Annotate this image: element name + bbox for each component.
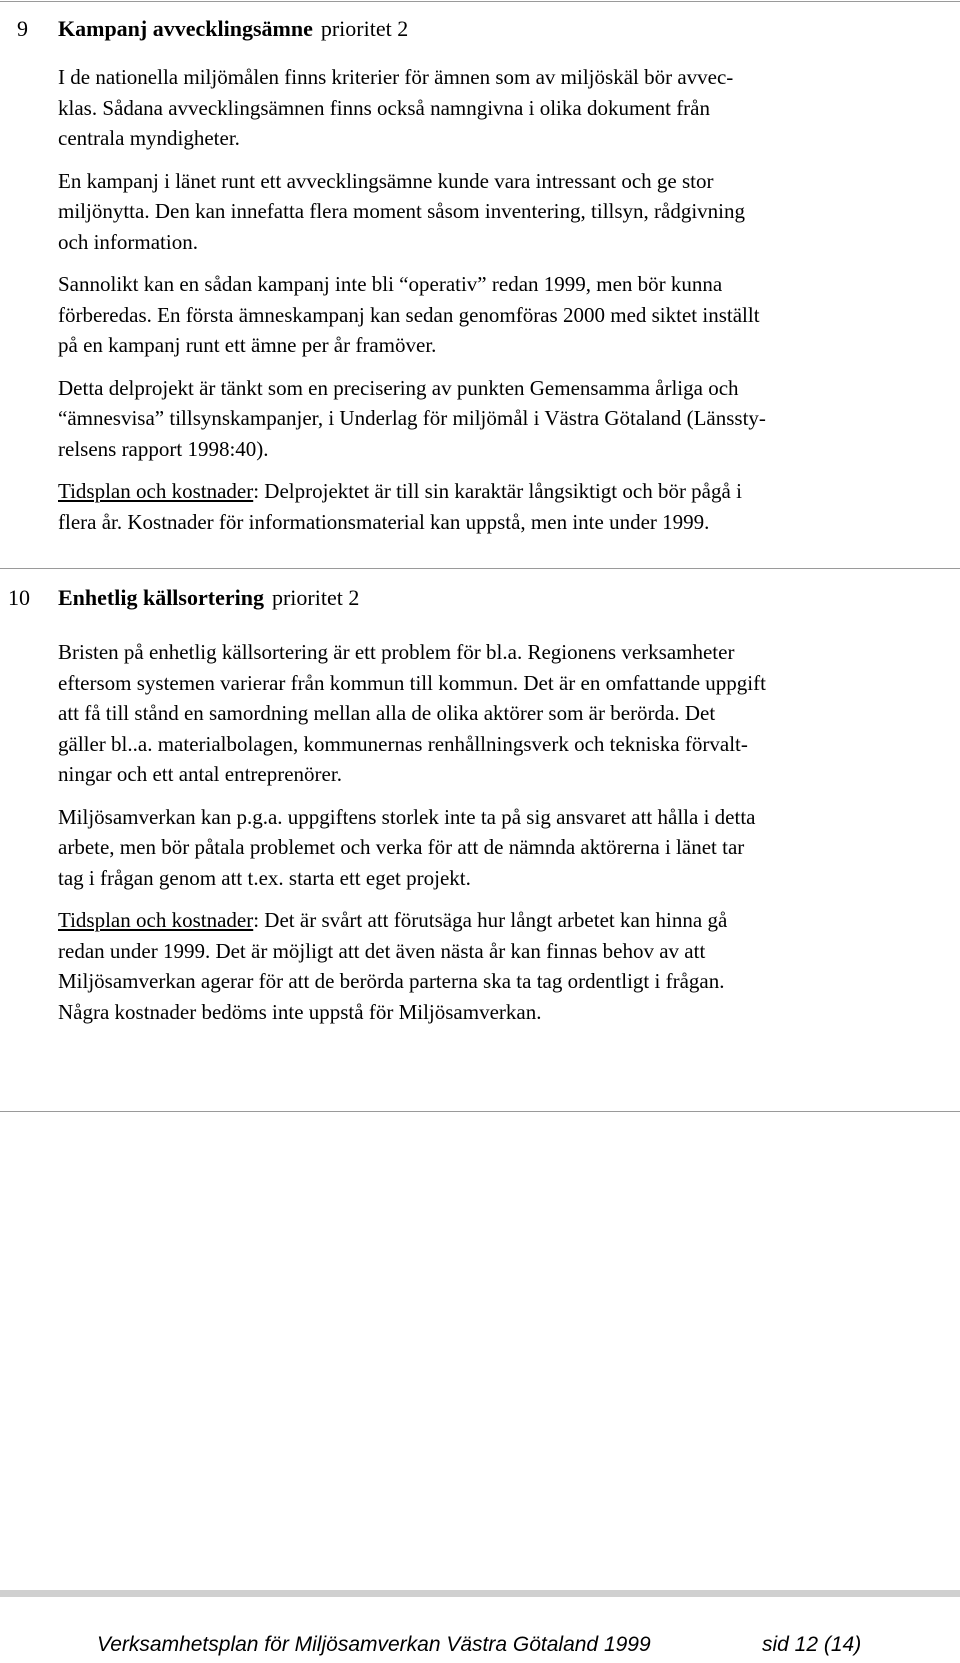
priority-label: prioritet 2 bbox=[271, 585, 360, 610]
page-number: sid 12 (14) bbox=[762, 1633, 862, 1656]
timeline-paragraph: Tidsplan och kostnader: Det är svårt att förutsäga hur långt arbetet kan hinna gå redan under 1999. Det är möjligt att det även nästa år kan finnas behov av att Miljösamverkan agerar för att de berörda parterna ska ta tag ordentligt i frågan. Några kostnader bedöms inte uppstå för Miljösamverkan. bbox=[58, 908, 728, 1024]
section-10 bbox=[0, 583, 960, 1039]
section-9 bbox=[0, 14, 960, 549]
timeline-label: Tidsplan och kostnader bbox=[58, 908, 254, 932]
section-number: 10 bbox=[8, 585, 30, 610]
section-heading bbox=[0, 583, 960, 617]
paragraph: Bristen på enhetlig källsortering är ett problem för bl.a. Regionens verksamheter eftersom systemen varierar från kommun till kommun. Det är en omfattande uppgift att få till stånd en samordning mellan alla de olika aktörer som är berörda. Det gäller bl..a. materialbolagen, kommunernas renhållningsverk och tekniska förvalt- ningar och ett antal entreprenörer. bbox=[58, 640, 766, 786]
section-heading bbox=[0, 14, 960, 48]
section-divider bbox=[0, 1111, 960, 1112]
section-number: 9 bbox=[17, 16, 28, 41]
section-title: Enhetlig källsortering bbox=[58, 585, 264, 610]
section-title: Kampanj avvecklingsämne bbox=[58, 16, 313, 41]
paragraph: Miljösamverkan kan p.g.a. uppgiftens storlek inte ta på sig ansvaret att hålla i detta arbete, men bör påtala problemet och verka för att de nämnda aktörerna i länet tar tag i frågan genom att t.ex. starta ett eget projekt. bbox=[58, 804, 756, 890]
paragraph: Sannolikt kan en sådan kampanj inte bli “operativ” redan 1999, men bör kunna förberedas. En första ämneskampanj kan sedan genomföras 2000 med siktet inställt på en kampanj runt ett ämne per år framöver. bbox=[58, 272, 760, 357]
priority-label: prioritet 2 bbox=[320, 16, 409, 41]
timeline-paragraph: Tidsplan och kostnader: Delprojektet är till sin karaktär långsiktigt och bör pågå i flera år. Kostnader för informationsmaterial kan uppstå, men inte under 1999. bbox=[58, 479, 742, 534]
section-title-wrap bbox=[58, 14, 408, 44]
footer-band bbox=[0, 1590, 960, 1597]
footer-title: Verksamhetsplan för Miljösamverkan Västra Götaland 1999 bbox=[97, 1633, 651, 1656]
section-divider bbox=[0, 568, 960, 569]
paragraph: En kampanj i länet runt ett avvecklingsämne kunde vara intressant och ge stor miljönytta. Den kan innefatta flera moment såsom inventering, tillsyn, rådgivning och information. bbox=[58, 168, 746, 254]
paragraph: I de nationella miljömålen finns kriterier för ämnen som av miljöskäl bör avvec- klas. Sådana avvecklingsämnen finns också namngivna i olika dokument från centrala myndigheter. bbox=[58, 65, 734, 150]
section-title-wrap bbox=[58, 583, 359, 613]
top-rule bbox=[0, 1, 960, 2]
timeline-label: Tidsplan och kostnader bbox=[58, 479, 254, 503]
paragraph: Detta delprojekt är tänkt som en precisering av punkten Gemensamma årliga och “ämnesvisa” tillsynskampanjer, i Underlag för miljömål i Västra Götaland (Länssty- relsens rapport 1998:40). bbox=[58, 375, 766, 461]
